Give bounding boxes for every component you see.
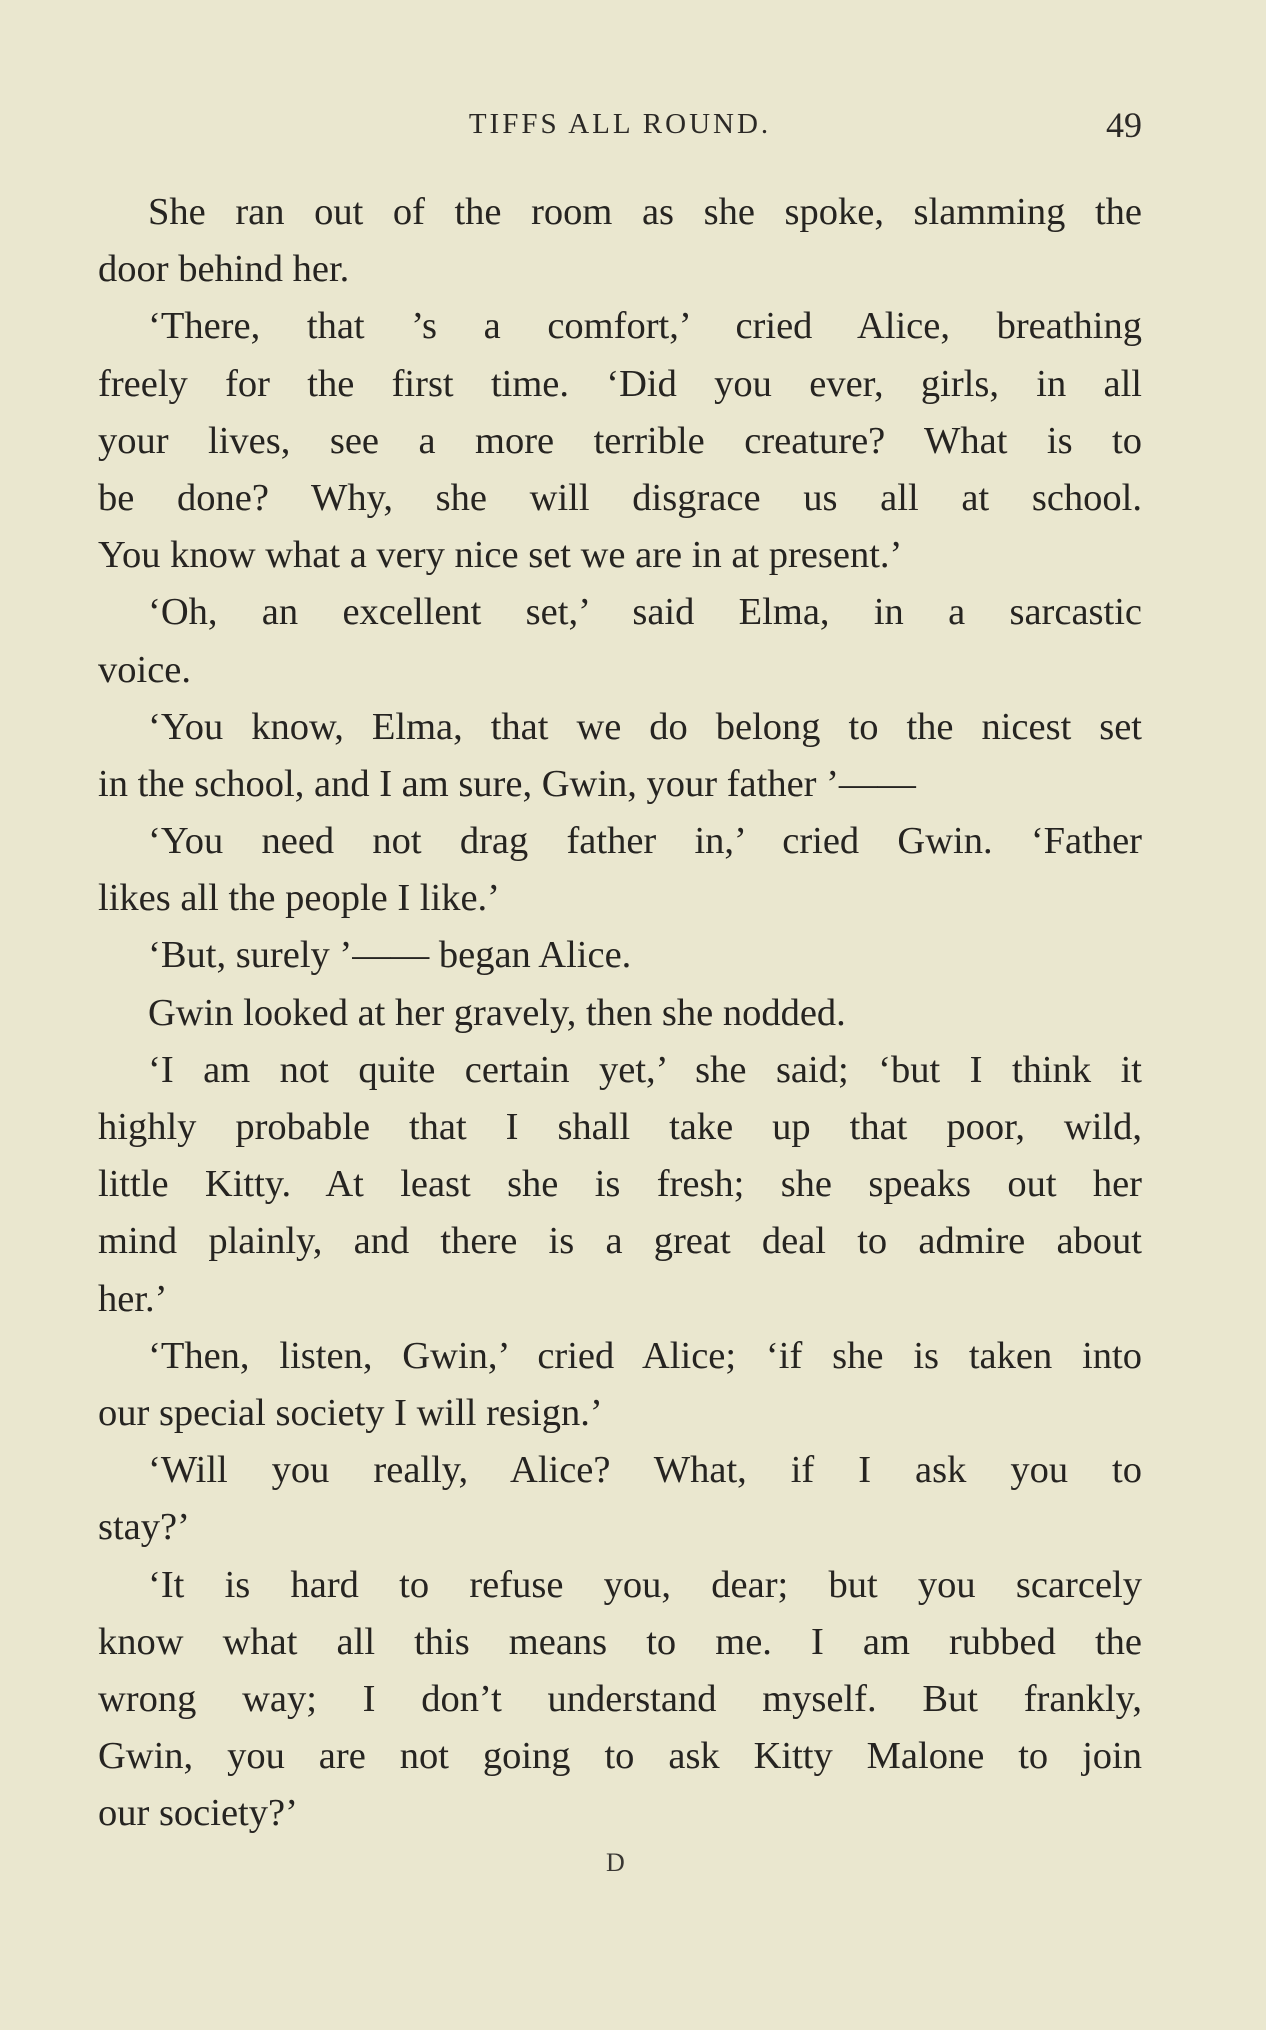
body-text <box>98 184 1142 1842</box>
text-line: ‘Will you really, Alice? What, if I ask you to <box>148 1449 1142 1492</box>
page-header <box>98 100 1142 152</box>
text-line: She ran out of the room as she spoke, slamming the <box>148 191 1142 233</box>
text-line: stay?’ <box>98 1506 190 1549</box>
text-line: freely for the first time. ‘Did you ever, girls, in all <box>98 362 1142 405</box>
text-line: Gwin, you are not going to ask Kitty Malone to join <box>98 1735 1142 1778</box>
text-line: likes all the people I like.’ <box>98 877 500 920</box>
text-line: little Kitty. At least she is fresh; she speaks out her <box>98 1163 1142 1206</box>
running-head: TIFFS ALL ROUND. <box>468 108 772 140</box>
text-line: wrong way; I don’t understand myself. But frankly, <box>98 1677 1142 1720</box>
text-line: our special society I will resign.’ <box>98 1391 603 1434</box>
text-line: her.’ <box>98 1277 168 1320</box>
text-line: voice. <box>98 648 191 691</box>
text-line: ‘Then, listen, Gwin,’ cried Alice; ‘if she is taken into <box>148 1334 1142 1377</box>
signature-mark: D <box>606 1848 625 1877</box>
page-number: 49 <box>1106 105 1142 145</box>
text-line: ‘I am not quite certain yet,’ she said; ‘but I think it <box>148 1048 1142 1091</box>
text-line: be done? Why, she will disgrace us all at school. <box>98 476 1142 519</box>
text-line: ‘It is hard to refuse you, dear; but you scarcely <box>148 1563 1142 1606</box>
text-line: highly probable that I shall take up that poor, wild, <box>98 1106 1142 1148</box>
text-line: know what all this means to me. I am rubbed the <box>98 1620 1142 1663</box>
text-line: ‘But, surely ’—— began Alice. <box>148 934 632 977</box>
text-line: our society?’ <box>98 1792 298 1835</box>
text-line: door behind her. <box>98 248 350 291</box>
text-line: in the school, and I am sure, Gwin, your father ’—— <box>98 762 916 805</box>
text-line: ‘Oh, an excellent set,’ said Elma, in a sarcastic <box>148 591 1142 634</box>
text-line: mind plainly, and there is a great deal to admire about <box>98 1220 1142 1263</box>
text-line: ‘You know, Elma, that we do belong to the nicest set <box>148 705 1142 748</box>
text-line: You know what a very nice set we are in at present.’ <box>98 534 903 577</box>
text-line: your lives, see a more terrible creature? What is to <box>98 419 1142 462</box>
text-line: Gwin looked at her gravely, then she nodded. <box>148 991 846 1034</box>
text-line: ‘You need not drag father in,’ cried Gwin. ‘Father <box>148 820 1142 863</box>
text-line: ‘There, that ’s a comfort,’ cried Alice, breathing <box>148 305 1142 348</box>
